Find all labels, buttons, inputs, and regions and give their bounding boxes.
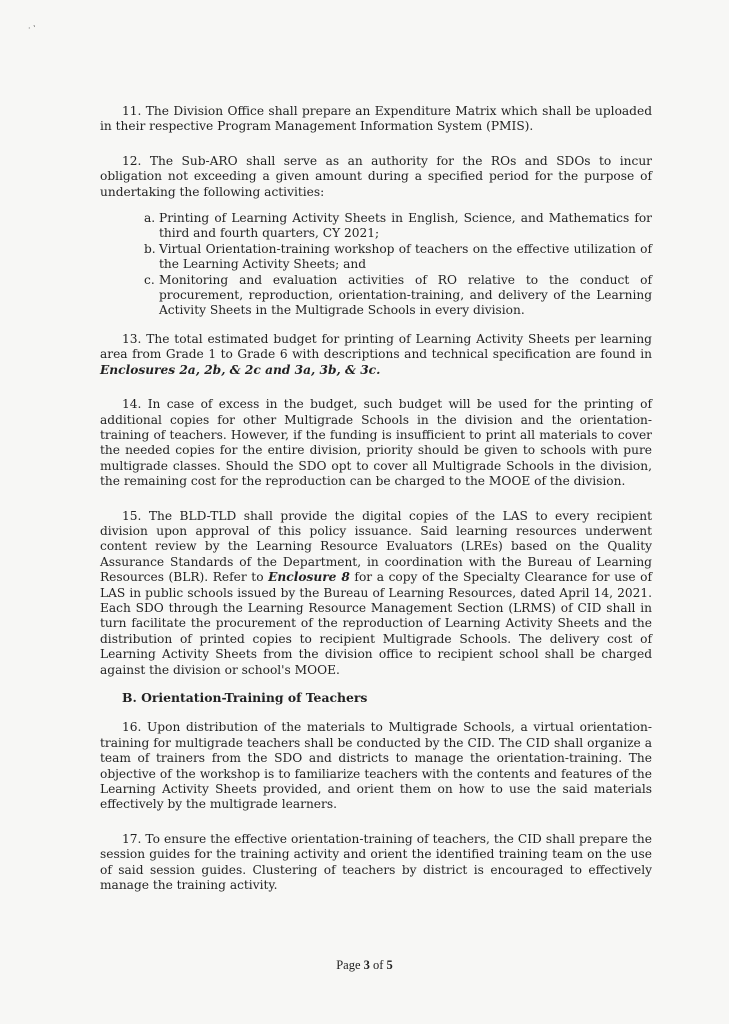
paragraph-16: 16. Upon distribution of the materials to Multigrade Schools, a virtual orientation-training for multigrade teachers shall be conducted by the CID. The CID shall organize a team of trainers from the SDO and districts to manage the orientation-training. The objective of the workshop is to familiarize teachers with the contents and features of the Learning Activity Sheets provided, and orient them on how to use the said materials effectively by the multigrade learners. <box>100 720 652 812</box>
enclosure-8-reference: Enclosure 8 <box>268 570 350 585</box>
current-page: 3 <box>363 958 370 972</box>
paragraph-11: 11. The Division Office shall prepare an Expenditure Matrix which shall be uploaded in their respective Program Management Information System (PMIS). <box>100 104 652 134</box>
section-heading: B. Orientation-Training of Teachers <box>122 690 368 705</box>
list-marker: b. <box>144 241 156 256</box>
list-item <box>144 273 652 319</box>
list-item <box>144 242 652 273</box>
list-item-text: Printing of Learning Activity Sheets in English, Science, and Mathematics for third and fourth quarters, CY 2021; <box>159 211 652 241</box>
paragraph-15-text-a: 15. The BLD-TLD shall provide the digital copies of the LAS to every recipient division upon approval of this policy issuance. Said learning resources underwent content review by the Learning Resource Evaluators (LREs) based on the Quality Assurance Standards of the Department, in coordination with the Bureau of Learning Resources (BLR). Refer to <box>100 508 652 585</box>
paragraph-15 <box>100 509 652 678</box>
list-item-text: Virtual Orientation-training workshop of teachers on the effective utilization of the Learning Activity Sheets; and <box>159 241 652 272</box>
activities-list <box>100 211 652 319</box>
scan-mark: · ‛ <box>28 24 36 33</box>
paragraph-13-text: 13. The total estimated budget for printing of Learning Activity Sheets per learning area from Grade 1 to Grade 6 with descriptions and technical specification are found in <box>100 331 652 362</box>
list-item-text: Monitoring and evaluation activities of RO relative to the conduct of procurement, reproduction, orientation-training, and delivery of the Learning Activity Sheets in the Multigrade Schools in every division. <box>159 272 652 318</box>
page-number <box>0 958 729 973</box>
paragraph-15-text-b: for a copy of the Specialty Clearance for use of LAS in public schools issued by the Bureau of Learning Resources, dated April 14, 2021. Each SDO through the Learning Resource Management Section (LRMS) of CID shall in turn facilitate the procurement of the reproduction of Learning Activity Sheets and the distribution of printed copies to recipient Multigrade Schools. The delivery cost of Learning Activity Sheets from the division office to recipient school shall be charged against the division or school's MOOE. <box>100 570 652 677</box>
paragraph-14: 14. In case of excess in the budget, such budget will be used for the printing of additional copies for other Multigrade Schools in the division and the orientation-training of teachers. However, if the funding is insufficient to print all materials to cover the needed copies for the entire division, priority should be given to schools with pure multigrade classes. Should the SDO opt to cover all Multigrade Schools in the division, the remaining cost for the reproduction can be charged to the MOOE of the division. <box>100 397 652 489</box>
list-marker: c. <box>144 272 155 287</box>
document-body <box>100 104 652 912</box>
page-prefix: Page <box>336 958 364 972</box>
total-pages: 5 <box>386 958 393 972</box>
paragraph-17: 17. To ensure the effective orientation-training of teachers, the CID shall prepare the session guides for the training activity and orient the identified training team on the use of said session guides. Clustering of teachers by district is encouraged to effectively manage the training activity. <box>100 831 652 893</box>
list-marker: a. <box>144 211 156 226</box>
paragraph-13 <box>100 332 652 378</box>
enclosures-reference: Enclosures 2a, 2b, & 2c and 3a, 3b, & 3c. <box>100 362 381 377</box>
page-of: of <box>369 958 387 972</box>
paragraph-12: 12. The Sub-ARO shall serve as an authority for the ROs and SDOs to incur obligation not exceeding a given amount during a specified period for the purpose of undertaking the following activities: <box>100 153 652 199</box>
list-item <box>144 211 652 242</box>
